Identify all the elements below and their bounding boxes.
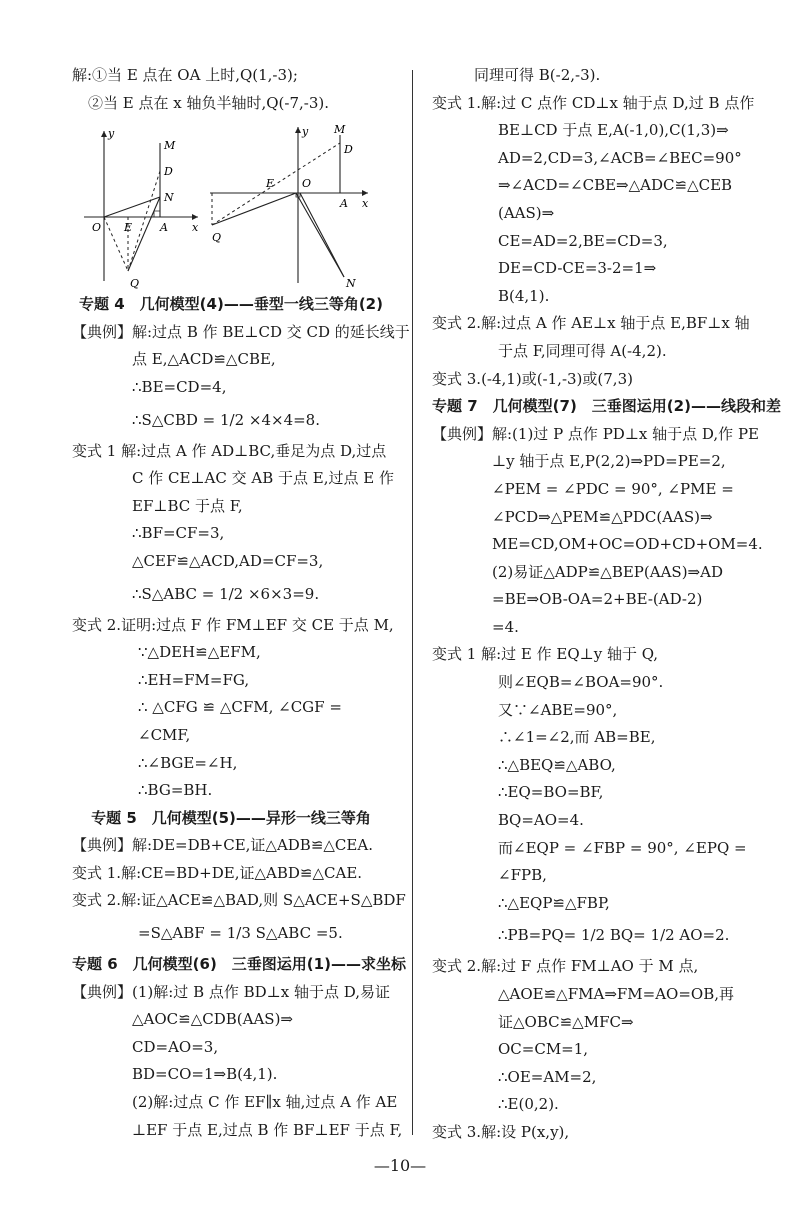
text-line: 同理可得 B(-2,-3). (474, 66, 601, 84)
label-y: y (302, 125, 309, 139)
label-N: N (346, 277, 356, 290)
text-line: BE⊥CD 于点 E,A(-1,0),C(1,3)⇒ (498, 121, 729, 140)
text-line: ∵△DEH≌△EFM, (138, 643, 261, 662)
label-E: E (124, 221, 133, 235)
text-line: =4. (492, 617, 519, 636)
right-column (432, 62, 781, 1147)
label-M: M (334, 123, 346, 137)
x-axis-arrow (362, 190, 368, 196)
text-line: △AOE≌△FMA⇒FM=AO=OB,再 (498, 985, 735, 1003)
text-line: ∴BF=CF=3, (132, 524, 225, 543)
text-line: ∴△BEQ≌△ABO, (498, 755, 616, 774)
label-D: D (164, 165, 173, 179)
text-line: ∴EQ=BO=BF, (498, 783, 604, 802)
text-line: △CEF≌△ACD,AD=CF=3, (132, 551, 324, 570)
text-line: 证△OBC≌△MFC⇒ (498, 1012, 634, 1031)
text-line: (2)解:过点 C 作 EF∥x 轴,过点 A 作 AE (132, 1093, 398, 1112)
text-line: 于点 F,同理可得 A(-4,2). (498, 341, 667, 360)
text-line: ⊥EF 于点 E,过点 B 作 BF⊥EF 于点 F, (132, 1120, 403, 1139)
text-line: 则∠EQB=∠BOA=90°. (498, 673, 664, 692)
label-Q: Q (130, 277, 140, 290)
text-line: BQ=AO=4. (498, 811, 584, 830)
text-line: ∴∠1=∠2,而 AB=BE, (498, 728, 656, 747)
label-M: M (164, 139, 176, 153)
text-line: 变式 3.解:设 P(x,y), (432, 1122, 570, 1141)
section-heading: 专题 5 几何模型(5)——异形一线三等角 (91, 808, 371, 827)
text-line: ∴ △CFG ≌ △CFM, ∠CGF = (138, 698, 342, 717)
label-O: O (92, 221, 102, 235)
dashed-QD (128, 171, 160, 271)
text-line: BD=CO=1⇒B(4,1). (132, 1065, 278, 1084)
text-line: 变式 2.证明:过点 F 作 FM⊥EF 交 CE 于点 M, (72, 615, 394, 634)
text-line: ∴PB=PQ= 1/2 BQ= 1/2 AO=2. (498, 926, 730, 945)
label-N: N (164, 191, 174, 205)
text-line: 变式 2.解:过点 A 作 AE⊥x 轴于点 E,BF⊥x 轴 (432, 314, 750, 333)
text-line: ∠PEM = ∠PDC = 90°, ∠PME = (492, 479, 734, 498)
y-axis-arrow (295, 127, 301, 133)
text-line: ②当 E 点在 x 轴负半轴时,Q(-7,-3). (88, 93, 330, 112)
text-line: AD=2,CD=3,∠ACB=∠BEC=90° (498, 148, 742, 167)
section-heading: 专题 4 几何模型(4)——垂型一线三等角(2) (79, 295, 383, 314)
y-axis-arrow (101, 131, 107, 137)
label-A: A (340, 197, 348, 211)
text-line: 变式 1 解:过 E 作 EQ⊥y 轴于 Q, (432, 645, 659, 664)
figure-right (208, 121, 380, 289)
text-line: 【典例】解:(1)过 P 点作 PD⊥x 轴于点 D,作 PE (432, 424, 759, 443)
text-line: (2)易证△ADP≌△BEP(AAS)⇒AD (492, 562, 723, 581)
text-line: 又∵∠ABE=90°, (498, 700, 618, 719)
text-line: 而∠EQP = ∠FBP = 90°, ∠EPQ = (498, 838, 747, 857)
text-line: OC=CM=1, (498, 1040, 589, 1059)
text-line: 变式 1.解:过 C 点作 CD⊥x 轴于点 D,过 B 点作 (432, 93, 755, 112)
figure-left (80, 121, 208, 289)
text-line: 变式 3.(-4,1)或(-1,-3)或(7,3) (432, 369, 633, 388)
text-line: ∴△EQP≌△FBP, (498, 893, 610, 912)
text-line: EF⊥BC 于点 F, (132, 496, 243, 515)
figures (72, 121, 390, 289)
text-line: B(4,1). (498, 286, 550, 305)
label-D: D (344, 143, 353, 157)
text-line: 【典例】解:过点 B 作 BE⊥CD 交 CD 的延长线于 (72, 322, 410, 341)
dashed-QM (212, 143, 340, 225)
text-line: ∴S△CBD = 1/2 ×4×4=8. (132, 410, 320, 429)
page-number: —10— (373, 1156, 427, 1175)
label-E: E (266, 177, 275, 191)
text-line: ∴BG=BH. (138, 781, 213, 800)
text-line: △AOC≌△CDB(AAS)⇒ (132, 1010, 293, 1029)
label-Q: Q (212, 231, 222, 245)
text-line: 【典例】(1)解:过 B 点作 BD⊥x 轴于点 D,易证 (72, 982, 391, 1001)
label-O: O (302, 177, 312, 191)
text-line: ∴E(0,2). (498, 1095, 559, 1114)
text-line: 变式 2.解:证△ACE≌△BAD,则 S△ACE+S△BDF (72, 891, 406, 910)
text-line: DE=CD-CE=3-2=1⇒ (498, 259, 657, 278)
text-line: ∴EH=FM=FG, (138, 670, 250, 689)
left-column (72, 62, 410, 1144)
right-angle-mark (154, 211, 160, 217)
text-line: =S△ABF = 1/3 S△ABC =5. (138, 924, 343, 943)
text-line: 变式 1 解:过点 A 作 AD⊥BC,垂足为点 D,过点 (72, 441, 387, 460)
text-line: ⇒∠ACD=∠CBE⇒△ADC≌△CEB (498, 176, 733, 195)
text-line: ∴BE=CD=4, (132, 377, 227, 396)
text-line: 【典例】解:DE=DB+CE,证△ADB≌△CEA. (72, 836, 373, 855)
x-axis-arrow (192, 214, 198, 220)
text-line: ⊥y 轴于点 E,P(2,2)⇒PD=PE=2, (492, 452, 726, 471)
column-divider (412, 70, 413, 1135)
text-line: ∴∠BGE=∠H, (138, 753, 238, 772)
text-line: ME=CD,OM+OC=OD+CD+OM=4. (492, 535, 763, 554)
text-line: ∴S△ABC = 1/2 ×6×3=9. (132, 584, 320, 603)
text-line: ∴OE=AM=2, (498, 1067, 597, 1086)
label-A: A (160, 221, 168, 235)
text-line: C 作 CE⊥AC 交 AB 于点 E,过点 E 作 (132, 469, 394, 488)
line-ON (104, 197, 160, 217)
section-heading: 专题 7 几何模型(7) 三垂图运用(2)——线段和差 (432, 397, 781, 416)
text-line: CD=AO=3, (132, 1037, 219, 1056)
section-heading: 专题 6 几何模型(6) 三垂图运用(1)——求坐标 (72, 955, 406, 974)
text-line: 变式 1.解:CE=BD+DE,证△ABD≌△CAE. (72, 863, 363, 882)
label-x: x (362, 197, 369, 211)
line-QN (128, 197, 160, 271)
text-line: 点 E,△ACD≌△CBE, (132, 350, 276, 369)
text-line: =BE⇒OB-OA=2+BE-(AD-2) (492, 590, 703, 609)
text-line: ∠FPB, (498, 866, 547, 885)
text-line: CE=AD=2,BE=CD=3, (498, 231, 668, 250)
text-line: 变式 2.解:过 F 点作 FM⊥AO 于 M 点, (432, 957, 699, 976)
text-line: (AAS)⇒ (498, 203, 555, 222)
text-line: ∠PCD⇒△PEM≌△PDC(AAS)⇒ (492, 507, 713, 526)
text-line: 解:①当 E 点在 OA 上时,Q(1,-3); (72, 66, 298, 84)
label-y: y (108, 127, 115, 141)
text-line: ∠CMF, (138, 725, 191, 744)
label-x: x (192, 221, 199, 235)
line-ON (300, 193, 344, 277)
